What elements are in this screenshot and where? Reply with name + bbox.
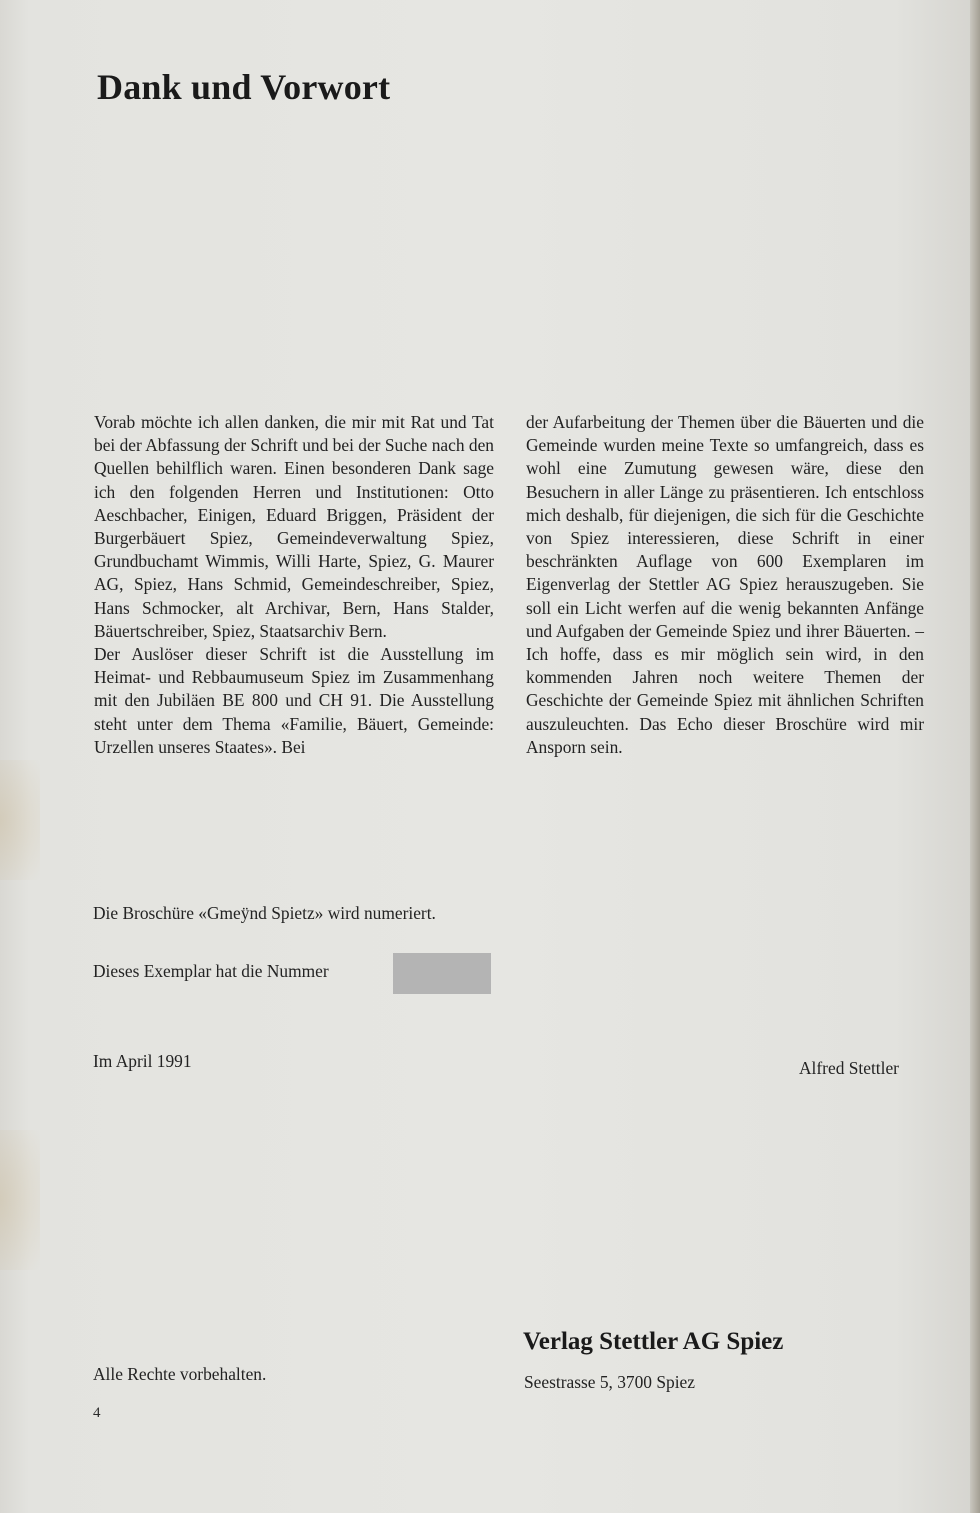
page-edge [970, 0, 980, 1513]
publisher-name: Verlag Stettler AG Spiez [523, 1328, 784, 1355]
paragraph-acknowledgements: Vorab möchte ich allen danken, die mir mit Rat und Tat bei der Abfassung der Schrift und bei der Suche nach den Quellen behilflich waren. Einen besonderen Dank sage ich den folgenden Herren und Institutionen: Otto Aeschbacher, Einigen, Eduard Briggen, Präsident der Burgerbäuert Spiez, Gemeindeverwaltung Spiez, Grundbuchamt Wimmis, Willi Harte, Spiez, G. Maurer AG, Spiez, Hans Schmid, Gemeindeschreiber, Spiez, Hans Schmocker, alt Archivar, Bern, Hans Stalder, Bäuertschreiber, Spiez, Staatsarchiv Bern. [94, 412, 494, 641]
text-column-right [526, 411, 924, 759]
page-title: Dank und Vorwort [97, 67, 391, 107]
paragraph-foreword-continued: der Aufarbeitung der Themen über die Bäuerten und die Gemeinde wurden meine Texte so umfangreich, dass es wohl eine Zumutung gewesen wäre, diese den Besuchern in aller Länge zu präsentieren. Ich entschloss mich deshalb, für diejenigen, die sich für die Geschichte von Spiez interessieren, diese Schrift in einer beschränkten Auflage von 600 Exemplaren im Eigenverlag der Stettler AG Spiez herauszugeben. Sie soll ein Licht werfen auf die wenig bekannten Anfänge und Aufgaben der Gemeinde Spiez und ihrer Bäuerten. – Ich hoffe, dass es mir möglich sein wird, in den kommenden Jahren noch weitere Themen der Geschichte der Gemeinde Spiez mit ähnlichen Schriften auszuleuchten. Das Echo dieser Broschüre wird mir Ansporn sein. [526, 412, 924, 757]
copy-number-label: Dieses Exemplar hat die Nummer [93, 961, 329, 981]
publisher-address: Seestrasse 5, 3700 Spiez [524, 1372, 695, 1392]
date-line: Im April 1991 [93, 1051, 192, 1071]
author-signature: Alfred Stettler [799, 1058, 899, 1078]
paragraph-foreword: Der Auslöser dieser Schrift ist die Ausstellung im Heimat- und Rebbaumuseum Spiez im Zusammenhang mit den Jubiläen BE 800 und CH 91. Die Ausstellung steht unter dem Thema «Familie, Bäuert, Gemeinde: Urzellen unseres Staates». Bei [94, 644, 494, 757]
text-column-left [94, 411, 494, 759]
page-stain [0, 1130, 40, 1270]
page-stain [0, 760, 40, 880]
page-number: 4 [93, 1405, 101, 1421]
copy-number-field [393, 953, 491, 994]
numbering-note: Die Broschüre «Gmeÿnd Spietz» wird numeriert. [93, 903, 436, 923]
rights-notice: Alle Rechte vorbehalten. [93, 1364, 267, 1384]
